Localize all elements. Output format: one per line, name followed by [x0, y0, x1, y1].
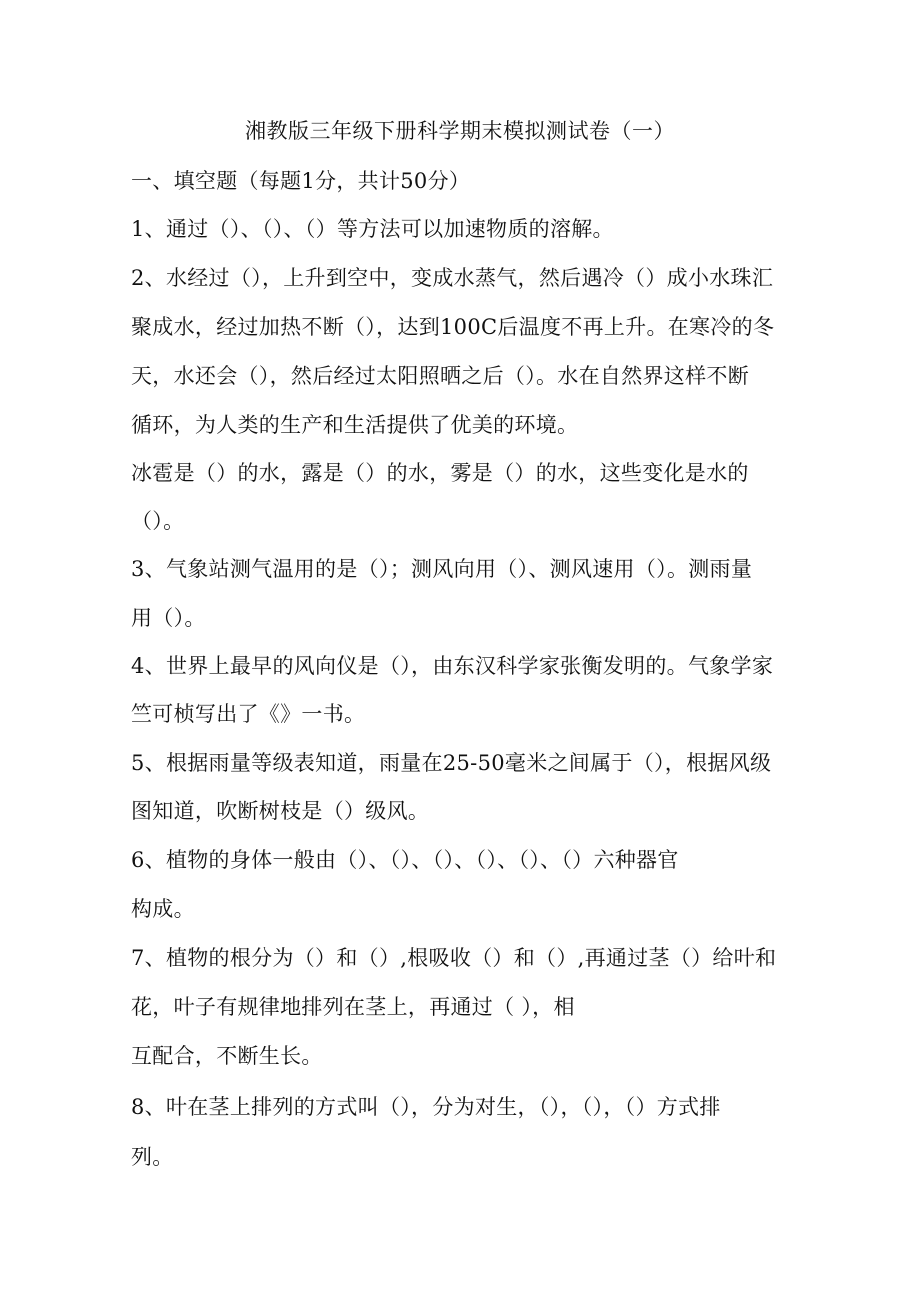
question-line: 4、世界上最早的风向仪是（），由东汉科学家张衡发明的。气象学家 [131, 654, 774, 678]
question-line: （）。 [131, 509, 185, 533]
question-line: 竺可桢写出了《》一书。 [131, 702, 366, 726]
question-line: 8、叶在茎上排列的方式叫（），分为对生，（），（），（）方式排 [131, 1095, 721, 1119]
question-line: 用（）。 [131, 606, 206, 630]
question-line: 互配合，不断生长。 [131, 1044, 323, 1068]
question-line: 聚成水，经过加热不断（），达到100C后温度不再上升。在寒冷的冬 [131, 315, 775, 339]
question-line: 1、通过（）、（）、（）等方法可以加速物质的溶解。 [131, 217, 614, 241]
question-line: 循环，为人类的生产和生活提供了优美的环境。 [131, 413, 579, 437]
question-line: 7、植物的根分为（）和（）,根吸收（）和（）,再通过茎（）给叶和 [131, 946, 777, 970]
question-line: 列。 [131, 1145, 174, 1169]
question-line: 6、植物的身体一般由（）、（）、（）、（）、（）、（）六种器官 [131, 848, 679, 872]
question-line: 冰雹是（）的水，露是（）的水，雾是（）的水，这些变化是水的 [131, 461, 749, 485]
question-line: 5、根据雨量等级表知道，雨量在25-50毫米之间属于（），根据风级 [131, 751, 772, 775]
question-line: 天，水还会（），然后经过太阳照晒之后（）。水在自然界这样不断 [131, 364, 749, 388]
question-line: 3、气象站测气温用的是（）；测风向用（）、测风速用（）。测雨量 [131, 557, 753, 581]
section-heading: 一、填空题（每题1分，共计50分） [131, 169, 471, 193]
question-line: 图知道，吹断树枝是（）级风。 [131, 799, 430, 823]
question-line: 花，叶子有规律地排列在茎上，再通过（ ），相 [131, 995, 575, 1019]
exam-title: 湘教版三年级下册科学期末模拟测试卷（一） [245, 119, 675, 143]
question-line: 2、水经过（），上升到空中，变成水蒸气，然后遇冷（）成小水珠汇 [131, 266, 774, 290]
question-line: 构成。 [131, 897, 195, 921]
